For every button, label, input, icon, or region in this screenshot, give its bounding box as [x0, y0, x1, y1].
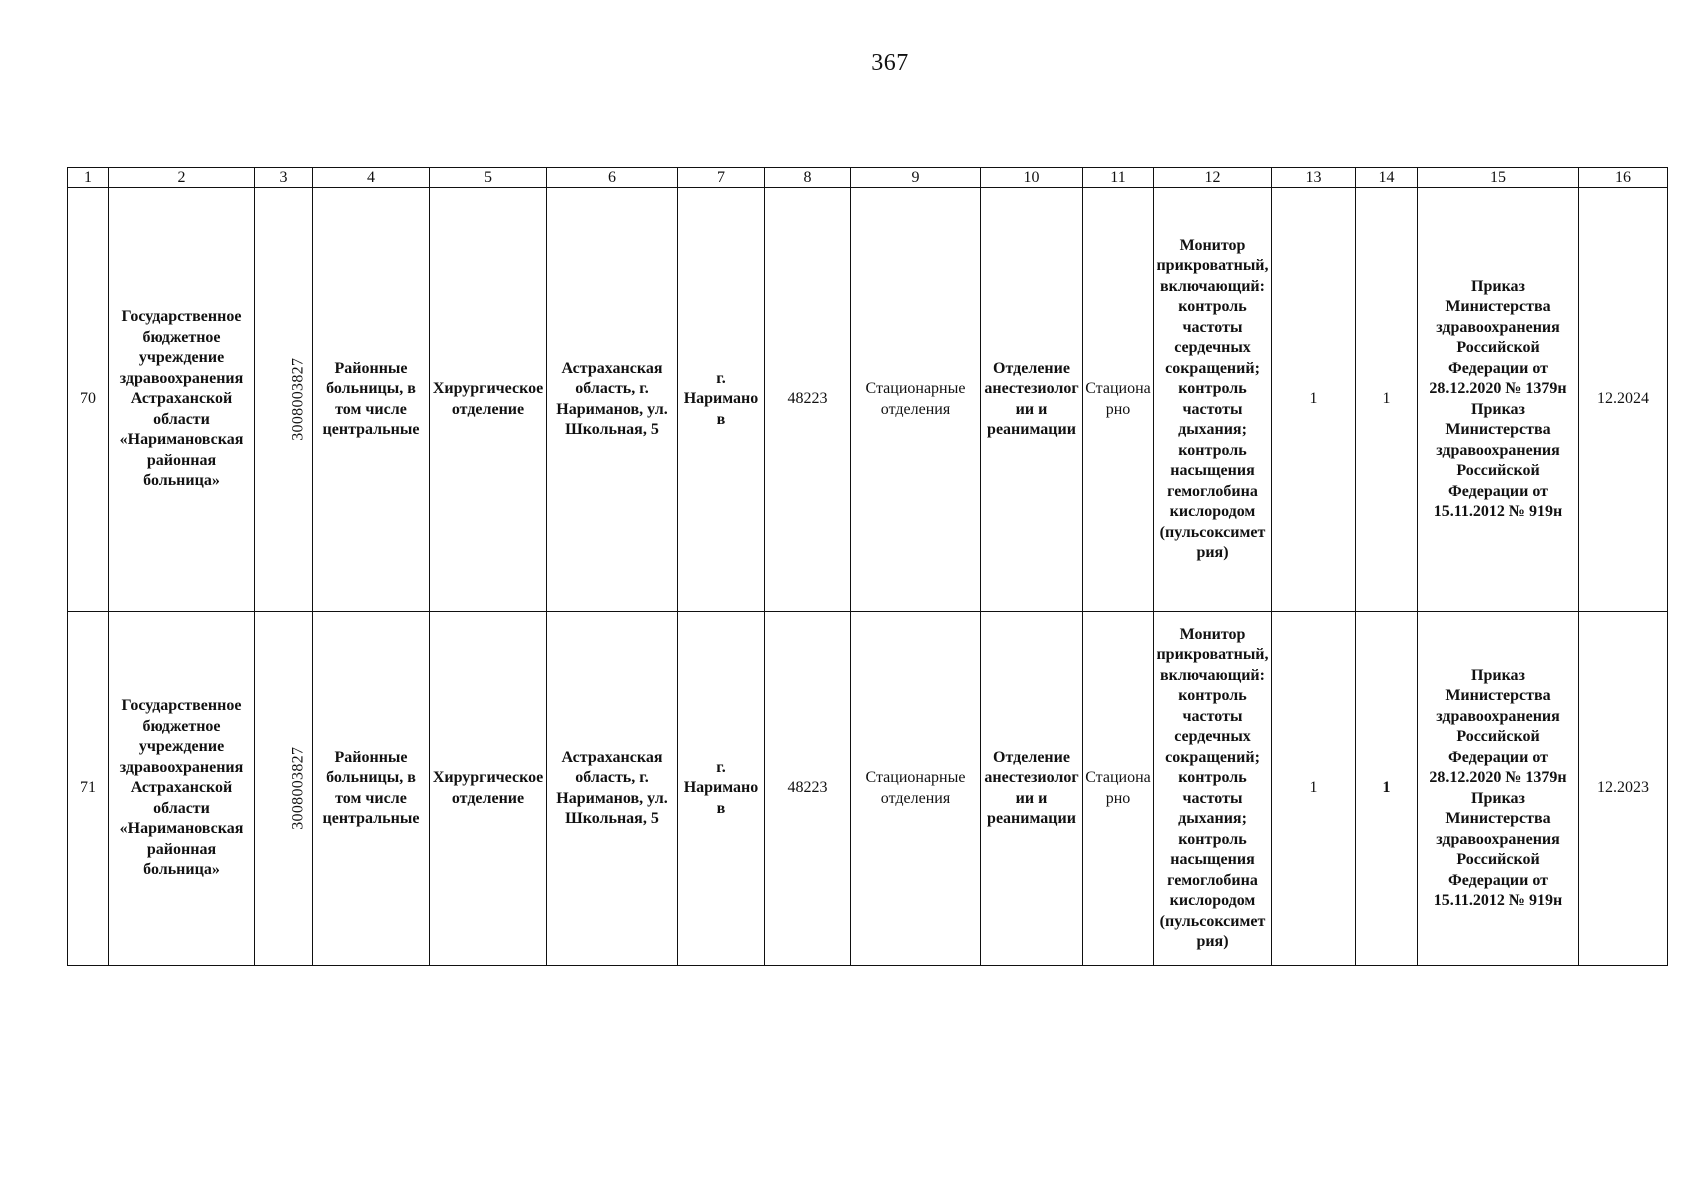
city: г. Нариманов [678, 612, 765, 966]
delivery-date: 12.2023 [1579, 612, 1668, 966]
facility-type: Районные больницы, в том числе центральные [313, 188, 430, 612]
unit-type: Стационарные отделения [851, 612, 981, 966]
address: Астраханская область, г. Нариманов, ул. Школьная, 5 [547, 188, 678, 612]
column-number: 13 [1272, 168, 1356, 188]
column-number: 12 [1154, 168, 1272, 188]
column-number: 5 [430, 168, 547, 188]
quantity-planned: 1 [1356, 188, 1418, 612]
column-number: 16 [1579, 168, 1668, 188]
care-mode: Стационарно [1083, 188, 1154, 612]
equipment-description: Монитор прикроватный, включающий: контроль частоты сердечных сокращений; контроль частоты дыхания; контроль насыщения гемоглобина кислородом (пульсоксиметрия) [1154, 612, 1272, 966]
unit-type: Стационарные отделения [851, 188, 981, 612]
legal-basis: Приказ Министерства здравоохранения Российской Федерации от 28.12.2020 № 1379н Приказ Министерства здравоохранения Российской Федерации от 15.11.2012 № 919н [1418, 612, 1579, 966]
column-number: 7 [678, 168, 765, 188]
equipment-description: Монитор прикроватный, включающий: контроль частоты сердечных сокращений; контроль частоты дыхания; контроль насыщения гемоглобина кислородом (пульсоксиметрия) [1154, 188, 1272, 612]
organization-name: Государственное бюджетное учреждение здравоохранения Астраханской области «Наримановская районная больница» [109, 612, 255, 966]
inn-code: 3008003827 [289, 747, 307, 830]
column-number: 2 [109, 168, 255, 188]
ward-name: Отделение анестезиологии и реанимации [981, 188, 1083, 612]
column-number: 14 [1356, 168, 1418, 188]
column-number: 3 [255, 168, 313, 188]
inn-code: 3008003827 [289, 358, 307, 441]
organization-name: Государственное бюджетное учреждение здравоохранения Астраханской области «Наримановская районная больница» [109, 188, 255, 612]
table-row [68, 188, 1668, 612]
column-number-row [68, 168, 1668, 188]
column-number: 1 [68, 168, 109, 188]
column-number: 6 [547, 168, 678, 188]
page-number: 367 [871, 50, 909, 76]
quantity-planned: 1 [1356, 612, 1418, 966]
column-number: 9 [851, 168, 981, 188]
column-number: 8 [765, 168, 851, 188]
row-number: 70 [68, 188, 109, 612]
column-number: 4 [313, 168, 430, 188]
delivery-date: 12.2024 [1579, 188, 1668, 612]
quantity-required: 1 [1272, 612, 1356, 966]
column-number: 15 [1418, 168, 1579, 188]
column-number: 10 [981, 168, 1083, 188]
quantity-required: 1 [1272, 188, 1356, 612]
equipment-table [67, 167, 1668, 966]
column-number: 11 [1083, 168, 1154, 188]
care-mode: Стационарно [1083, 612, 1154, 966]
facility-type: Районные больницы, в том числе центральные [313, 612, 430, 966]
department: Хирургическое отделение [430, 188, 547, 612]
inn-cell [255, 612, 313, 966]
legal-basis: Приказ Министерства здравоохранения Российской Федерации от 28.12.2020 № 1379н Приказ Министерства здравоохранения Российской Федерации от 15.11.2012 № 919н [1418, 188, 1579, 612]
ward-name: Отделение анестезиологии и реанимации [981, 612, 1083, 966]
address: Астраханская область, г. Нариманов, ул. Школьная, 5 [547, 612, 678, 966]
inn-cell [255, 188, 313, 612]
oktmo-code: 48223 [765, 612, 851, 966]
oktmo-code: 48223 [765, 188, 851, 612]
city: г. Нариманов [678, 188, 765, 612]
table-row [68, 612, 1668, 966]
department: Хирургическое отделение [430, 612, 547, 966]
row-number: 71 [68, 612, 109, 966]
